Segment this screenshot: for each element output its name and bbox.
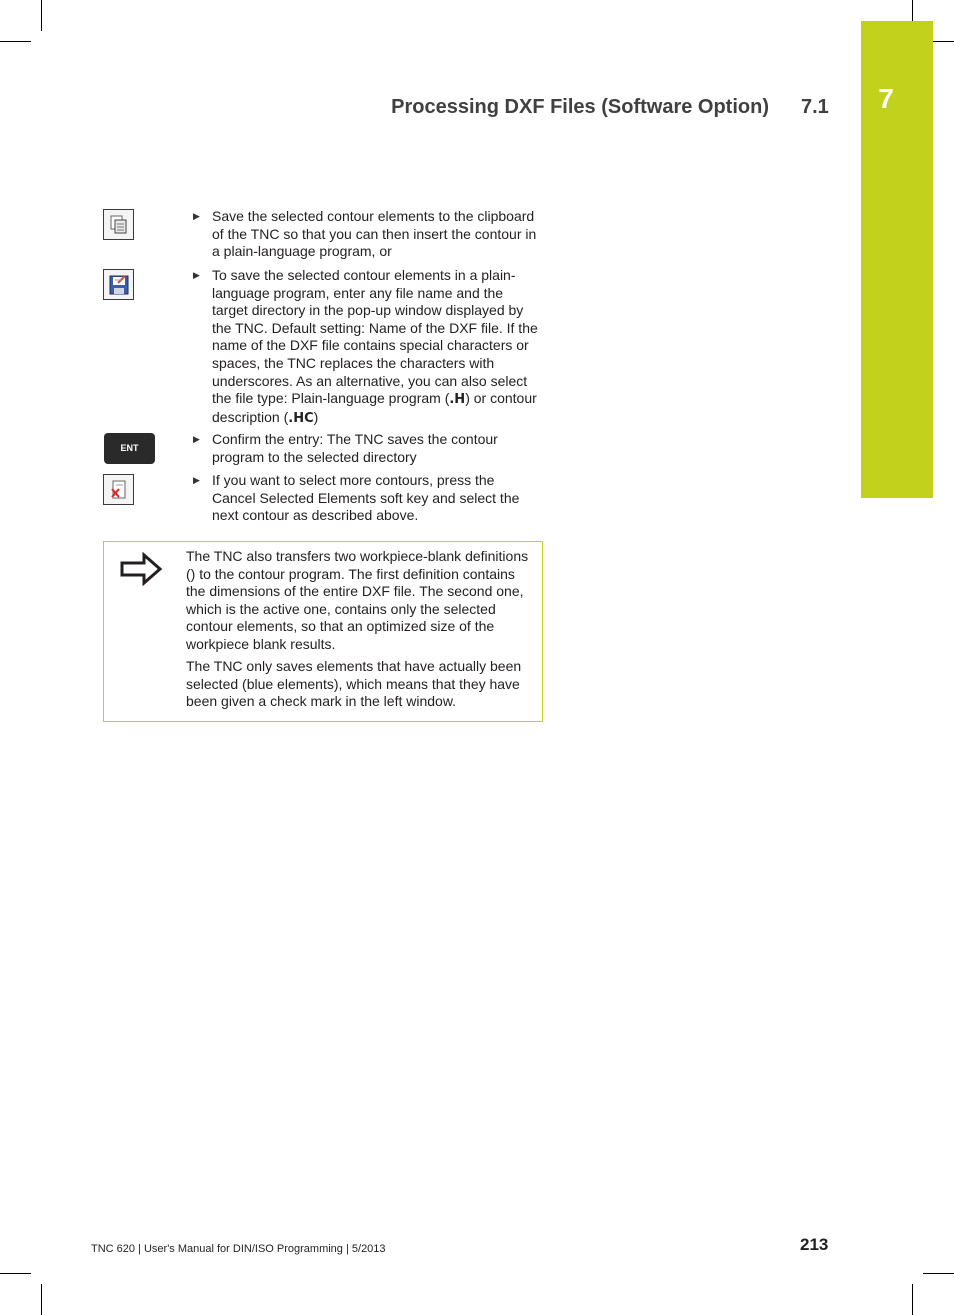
triangle-bullet-icon: ▶ (193, 211, 200, 221)
file-type-h: .H (449, 392, 466, 408)
chapter-tab (861, 21, 933, 498)
step-text: Save the selected contour elements to the clipboard of the TNC so that you can then insert the contour in a plain-language program, or (212, 208, 537, 260)
step-text-part: ) or contour description ( (212, 390, 537, 425)
crop-mark (0, 1273, 31, 1274)
copy-softkey[interactable] (103, 209, 134, 240)
save-program-icon (108, 274, 130, 296)
step-text-part: To save the selected contour elements in a plain-language program, enter any file name and the target directory in the pop-up window displayed by the TNC. Default setting: Name of the DXF file. If the name of the DXF file contains special characters or spaces, the TNC replaces the characters with underscores. As an alternative, you can also select the file type: Plain-language program ( (212, 267, 538, 407)
triangle-bullet-icon: ▶ (193, 475, 200, 485)
crop-mark (0, 41, 31, 42)
clipboard-copy-icon (108, 214, 130, 236)
note-paragraph: The TNC only saves elements that have actually been selected (blue elements), which means that they have been given a check mark in the left window. (186, 658, 522, 710)
step-confirm-entry (193, 431, 538, 466)
step-select-more (193, 472, 538, 525)
note-paragraph: The TNC also transfers two workpiece-blank definitions () to the contour program. The first definition contains the dimensions of the entire DXF file. The second one, which is the active one, contains only the selected contour elements, so that an optimized size of the workpiece blank results. (186, 548, 529, 652)
step-save-program (193, 267, 538, 427)
file-type-hc: .HC (288, 410, 314, 426)
ent-key[interactable]: ENT (104, 433, 155, 464)
cancel-selection-icon (108, 479, 130, 501)
save-softkey[interactable] (103, 269, 134, 300)
chapter-number: 7 (878, 83, 894, 114)
crop-mark (41, 0, 42, 31)
step-text (212, 267, 538, 427)
arrow-right-icon (120, 552, 164, 586)
step-text: Confirm the entry: The TNC saves the contour program to the selected directory (212, 431, 498, 465)
cancel-selected-softkey[interactable] (103, 474, 134, 505)
triangle-bullet-icon: ▶ (193, 434, 200, 444)
triangle-bullet-icon: ▶ (193, 270, 200, 280)
section-number: 7.1 (801, 96, 829, 118)
footer-text: TNC 620 | User's Manual for DIN/ISO Programming | 5/2013 (91, 1243, 386, 1255)
crop-mark (41, 1284, 42, 1315)
crop-mark (912, 1284, 913, 1315)
page-number: 213 (800, 1235, 829, 1254)
step-text-part: ) (313, 408, 319, 425)
page-title: Processing DXF Files (Software Option) (391, 96, 769, 118)
step-text: If you want to select more contours, press the Cancel Selected Elements soft key and select the next contour as described above. (212, 472, 520, 524)
step-save-clipboard (193, 208, 538, 261)
crop-mark (923, 1273, 954, 1274)
